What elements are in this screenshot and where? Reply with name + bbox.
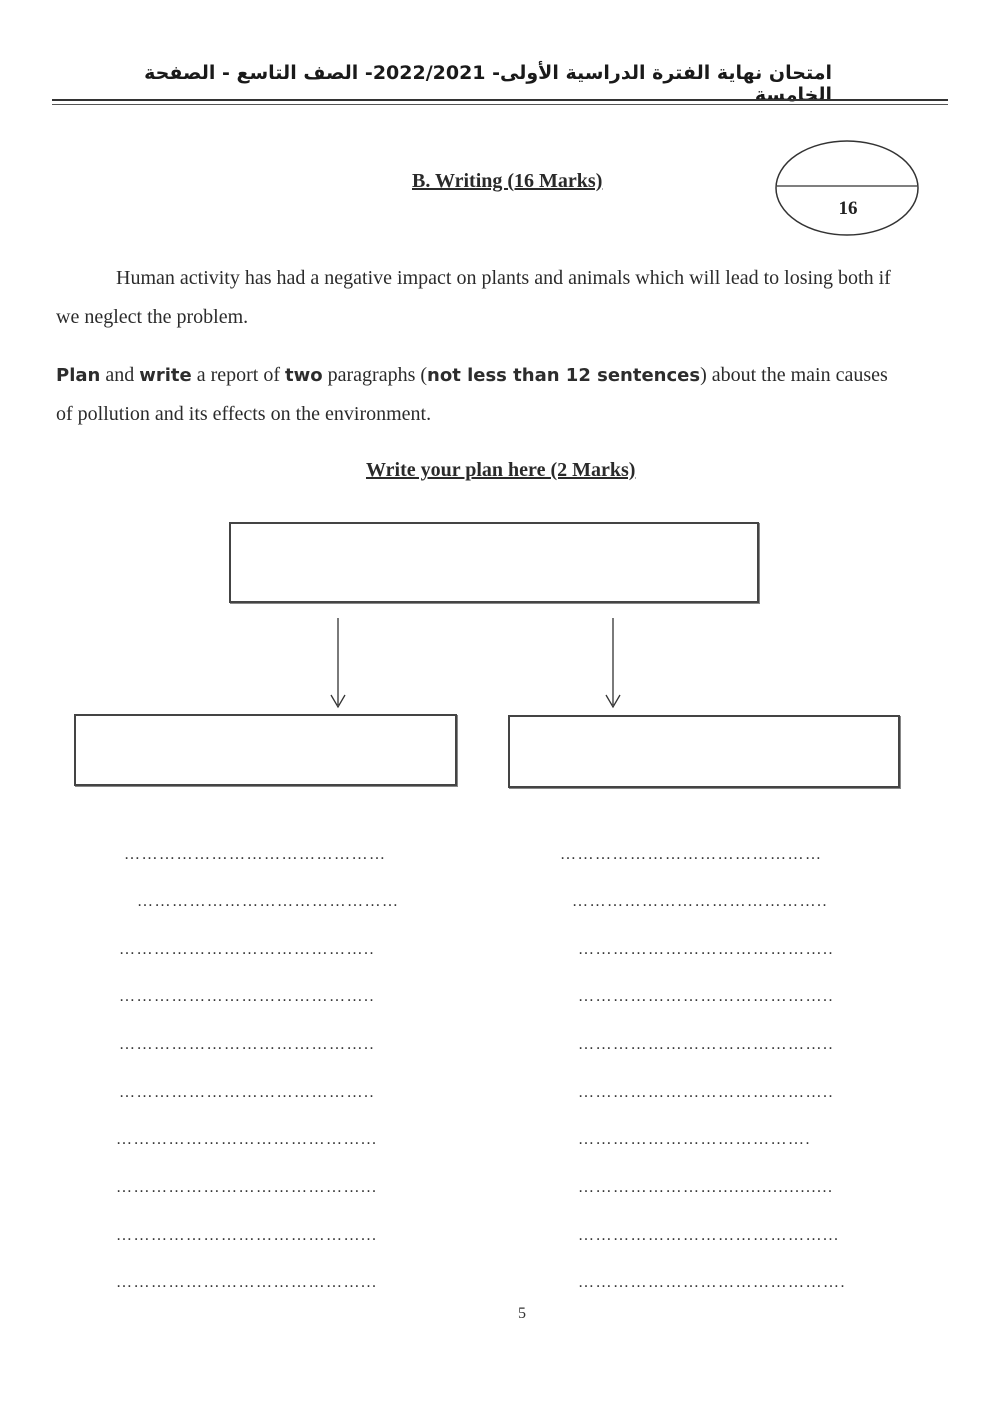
writing-line-left-4[interactable]: ……………………………………..: [119, 988, 375, 1005]
task-minimum-label: not less than 12 sentences: [427, 365, 701, 386]
page-header-title: امتحان نهاية الفترة الدراسية الأولى- 2022/2021- الصف التاسع - الصفحة الخامسة: [144, 62, 832, 106]
writing-line-right-3[interactable]: ……………………………………..: [578, 941, 834, 958]
writing-line-right-9[interactable]: ……………………………………...: [578, 1227, 840, 1244]
plan-main-topic-box[interactable]: [229, 522, 759, 603]
writing-line-right-10[interactable]: ……………………………………….: [578, 1274, 846, 1291]
plan-title: Write your plan here (2 Marks): [366, 459, 636, 481]
header-divider-thin: [52, 104, 948, 105]
plan-arrows: [320, 615, 630, 715]
writing-line-right-6[interactable]: ……………………………………..: [578, 1084, 834, 1101]
task-two-label: two: [285, 365, 323, 386]
writing-line-right-2[interactable]: ……………………………………..: [572, 893, 828, 910]
writing-line-right-8[interactable]: …………………….....................: [578, 1179, 834, 1196]
writing-line-left-6[interactable]: ……………………………………..: [119, 1084, 375, 1101]
section-title: B. Writing (16 Marks): [412, 170, 603, 192]
task-instructions: Plan and write a report of two paragraphs (not less than 12 sentences) about the main causes of pollution and its effects on the environment.: [56, 364, 888, 425]
writing-line-right-4[interactable]: ……………………………………..: [578, 988, 834, 1005]
writing-line-right-1[interactable]: ………………………………………: [560, 846, 823, 863]
writing-line-right-5[interactable]: ……………………………………..: [578, 1036, 834, 1053]
plan-effects-box[interactable]: [508, 715, 900, 788]
plan-causes-box[interactable]: [74, 714, 457, 786]
writing-line-left-7[interactable]: ……………………………………...: [116, 1131, 378, 1148]
writing-line-left-10[interactable]: ……………………………………...: [116, 1274, 378, 1291]
writing-line-left-3[interactable]: ……………………………………..: [119, 941, 375, 958]
score-max-value: 16: [838, 198, 858, 219]
page-number: 5: [518, 1305, 526, 1322]
intro-paragraph: Human activity has had a negative impact on plants and animals which will lead to losing both if we neglect the problem.: [56, 267, 891, 328]
writing-line-left-5[interactable]: ……………………………………..: [119, 1036, 375, 1053]
writing-line-left-1[interactable]: ………………………………………: [124, 846, 387, 863]
task-write-label: write: [139, 365, 192, 386]
writing-line-left-8[interactable]: ……………………………………...: [116, 1179, 378, 1196]
writing-line-right-7[interactable]: ………………………………….: [578, 1131, 811, 1148]
score-oval: [775, 140, 925, 240]
header-divider: [52, 99, 948, 101]
writing-line-left-2[interactable]: ………………………………………: [137, 893, 400, 910]
task-plan-label: Plan: [56, 365, 101, 386]
writing-line-left-9[interactable]: ……………………………………...: [116, 1227, 378, 1244]
